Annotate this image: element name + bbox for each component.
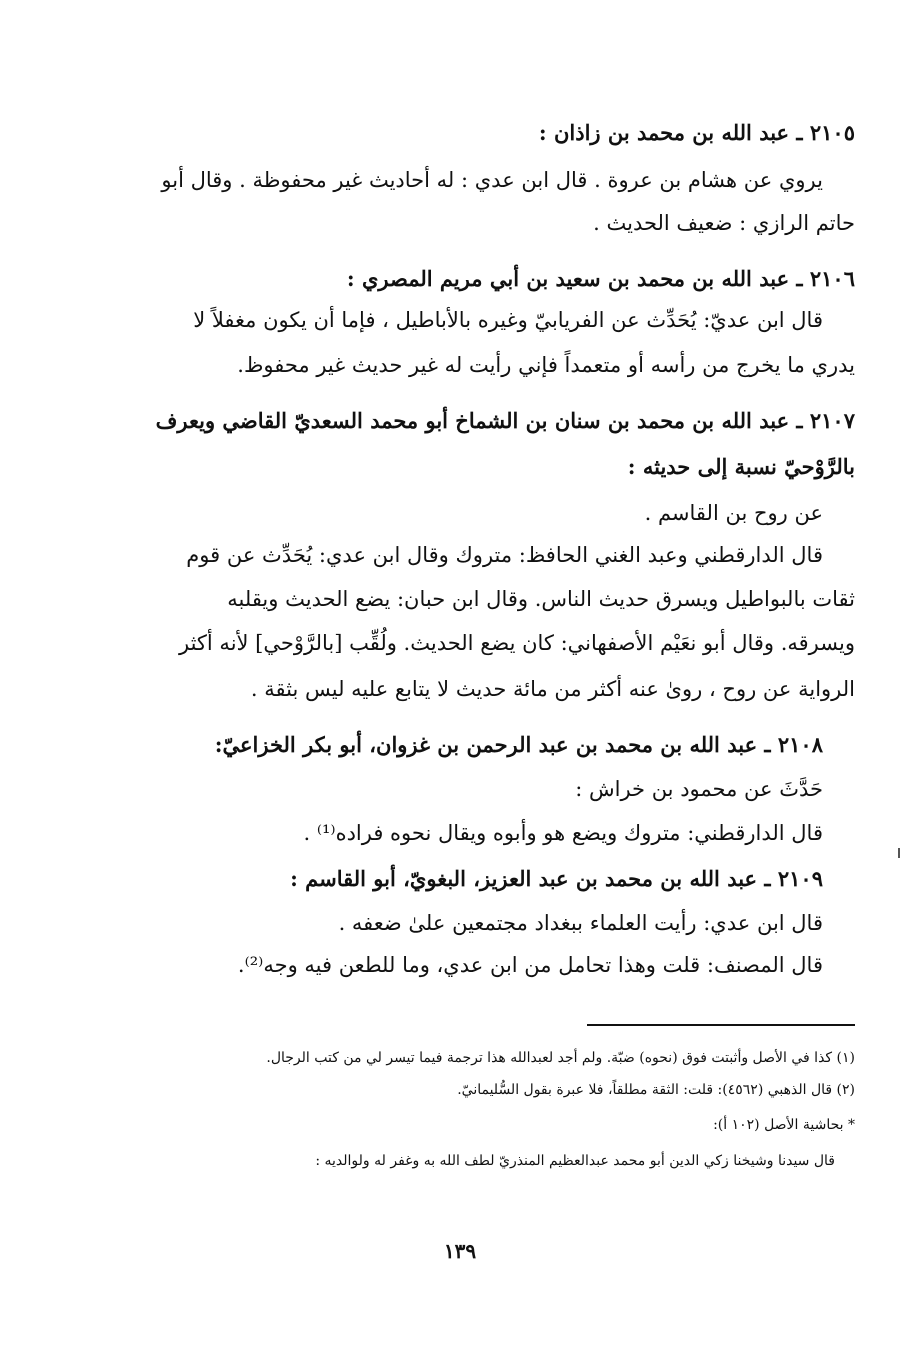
entry-2109-heading: ٢١٠٩ ـ عبد الله بن محمد بن عبد العزيز، البغويّ، أبو القاسم : (290, 866, 823, 891)
entry-2105-line-1: يروي عن هشام بن عروة . قال ابن عدي : له أحاديث غير محفوظة . وقال أبو (161, 168, 823, 192)
entry-2108-line-2: قال الدارقطني: متروك ويضع هو وأبوه ويقال نحوه فراده⁽¹⁾ . (303, 821, 823, 845)
entry-2107-line-3: ثقات بالبواطيل ويسرق حديث الناس. وقال ابن حبان: يضع الحديث ويقلبه (227, 587, 855, 611)
entry-2108-heading: ٢١٠٨ ـ عبد الله بن محمد بن عبد الرحمن بن غزوان، أبو بكر الخزاعيّ: (214, 732, 823, 757)
entry-2106-heading: ٢١٠٦ ـ عبد الله بن محمد بن سعيد بن أبي مريم المصري : (346, 266, 855, 291)
entry-2105-line-2: حاتم الرازي : ضعيف الحديث . (593, 211, 855, 235)
footnote-1: (١) كذا في الأصل وأثبتت فوق (نحوه) ضبّة. ولم أجد لعبدالله هذا ترجمة فيما تيسر لي من كتب الرجال. (266, 1050, 855, 1066)
entry-2107-line-1: عن روح بن القاسم . (644, 501, 823, 525)
footnote-margin-note-text: قال سيدنا وشيخنا زكي الدين أبو محمد عبدالعظيم المنذريّ لطف الله به وغفر له ولوالديه : (315, 1153, 835, 1169)
entry-2109-line-2: قال المصنف: قلت وهذا تحامل من ابن عدي، وما للطعن فيه وجه⁽²⁾. (237, 953, 823, 977)
entry-2109-line-1: قال ابن عدي: رأيت العلماء ببغداد مجتمعين علىٰ ضعفه . (338, 911, 823, 935)
footnote-margin-note: * بحاشية الأصل (١٠٢ أ): (713, 1117, 855, 1133)
entry-2107-heading-cont: بالرَّوْحيّ نسبة إلى حديثه : (627, 454, 855, 479)
entry-2107-heading: ٢١٠٧ ـ عبد الله بن محمد بن سنان بن الشماخ أبو محمد السعديّ القاضي ويعرف (155, 408, 855, 433)
entry-2107-line-4: ويسرقه. وقال أبو نعَيْم الأصفهاني: كان يضع الحديث. ولُقِّب [بالرَّوْحي] لأنه أكثر (179, 631, 855, 655)
footnote-separator (587, 1024, 855, 1026)
page-number: ١٣٩ (443, 1239, 477, 1263)
entry-2105-heading: ٢١٠٥ ـ عبد الله بن محمد بن زاذان : (538, 120, 855, 145)
entry-2107-line-2: قال الدارقطني وعبد الغني الحافظ: متروك وقال ابن عدي: يُحَدِّث عن قوم (186, 543, 823, 567)
entry-2107-line-5: الرواية عن روح ، روىٰ عنه أكثر من مائة حديث لا يتابع عليه ليس بثقة . (250, 677, 855, 701)
footnote-2: (٢) قال الذهبي (٤٥٦٢): قلت: الثقة مطلقاً، فلا عبرة بقول السُّليمانيّ. (457, 1082, 855, 1098)
entry-2106-line-1: قال ابن عديّ: يُحَدِّث عن الفريابيّ وغيره بالأباطيل ، فإما أن يكون مغفلاً لا (193, 308, 823, 332)
scan-speck (898, 848, 900, 858)
entry-2106-line-2: يدري ما يخرج من رأسه أو متعمداً فإني رأيت له غير حديث غير محفوظ. (237, 353, 855, 377)
entry-2108-line-1: حَدَّثَ عن محمود بن خراش : (575, 777, 823, 801)
